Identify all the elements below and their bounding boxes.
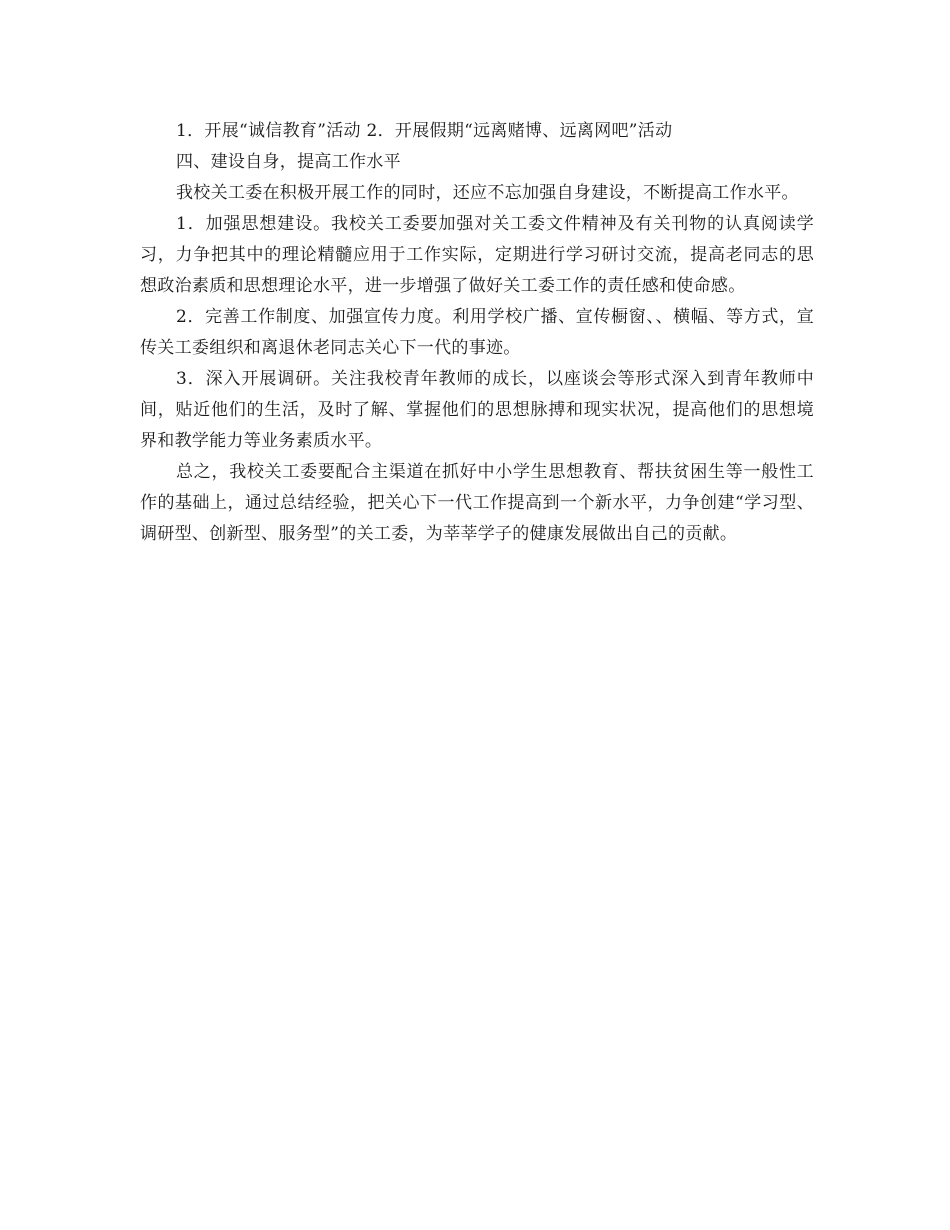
paragraph-item-1: 1．加强思想建设。我校关工委要加强对关工委文件精神及有关刊物的认真阅读学习，力争把其中的理论精髓应用于工作实际，定期进行学习研讨交流，提高老同志的思想政治素质和思想理论水平，进一步增强了做好关工委工作的责任感和使命感。 [140,214,814,296]
document-body [140,116,814,550]
paragraph-conclusion: 总之，我校关工委要配合主渠道在抓好中小学生思想教育、帮扶贫困生等一般性工作的基础上，通过总结经验，把关心下一代工作提高到一个新水平，力争创建“学习型、调研型、创新型、服务型”的关工委，为莘莘学子的健康发展做出自己的贡献。 [140,462,814,544]
section-heading-self-building: 四、建设自身，提高工作水平 [176,152,401,172]
paragraph-activities: 1．开展“诚信教育”活动 2．开展假期“远离赌博、远离网吧”活动 [176,121,673,141]
paragraph-item-3: 3．深入开展调研。关注我校青年教师的成长，以座谈会等形式深入到青年教师中间，贴近他们的生活，及时了解、掌握他们的思想脉搏和现实状况，提高他们的思想境界和教学能力等业务素质水平。 [140,369,814,451]
paragraph-intro: 我校关工委在积极开展工作的同时，还应不忘加强自身建设，不断提高工作水平。 [176,183,799,203]
paragraph-item-2: 2．完善工作制度、加强宣传力度。利用学校广播、宣传橱窗、、横幅、等方式，宣传关工委组织和离退休老同志关心下一代的事迹。 [140,307,814,358]
